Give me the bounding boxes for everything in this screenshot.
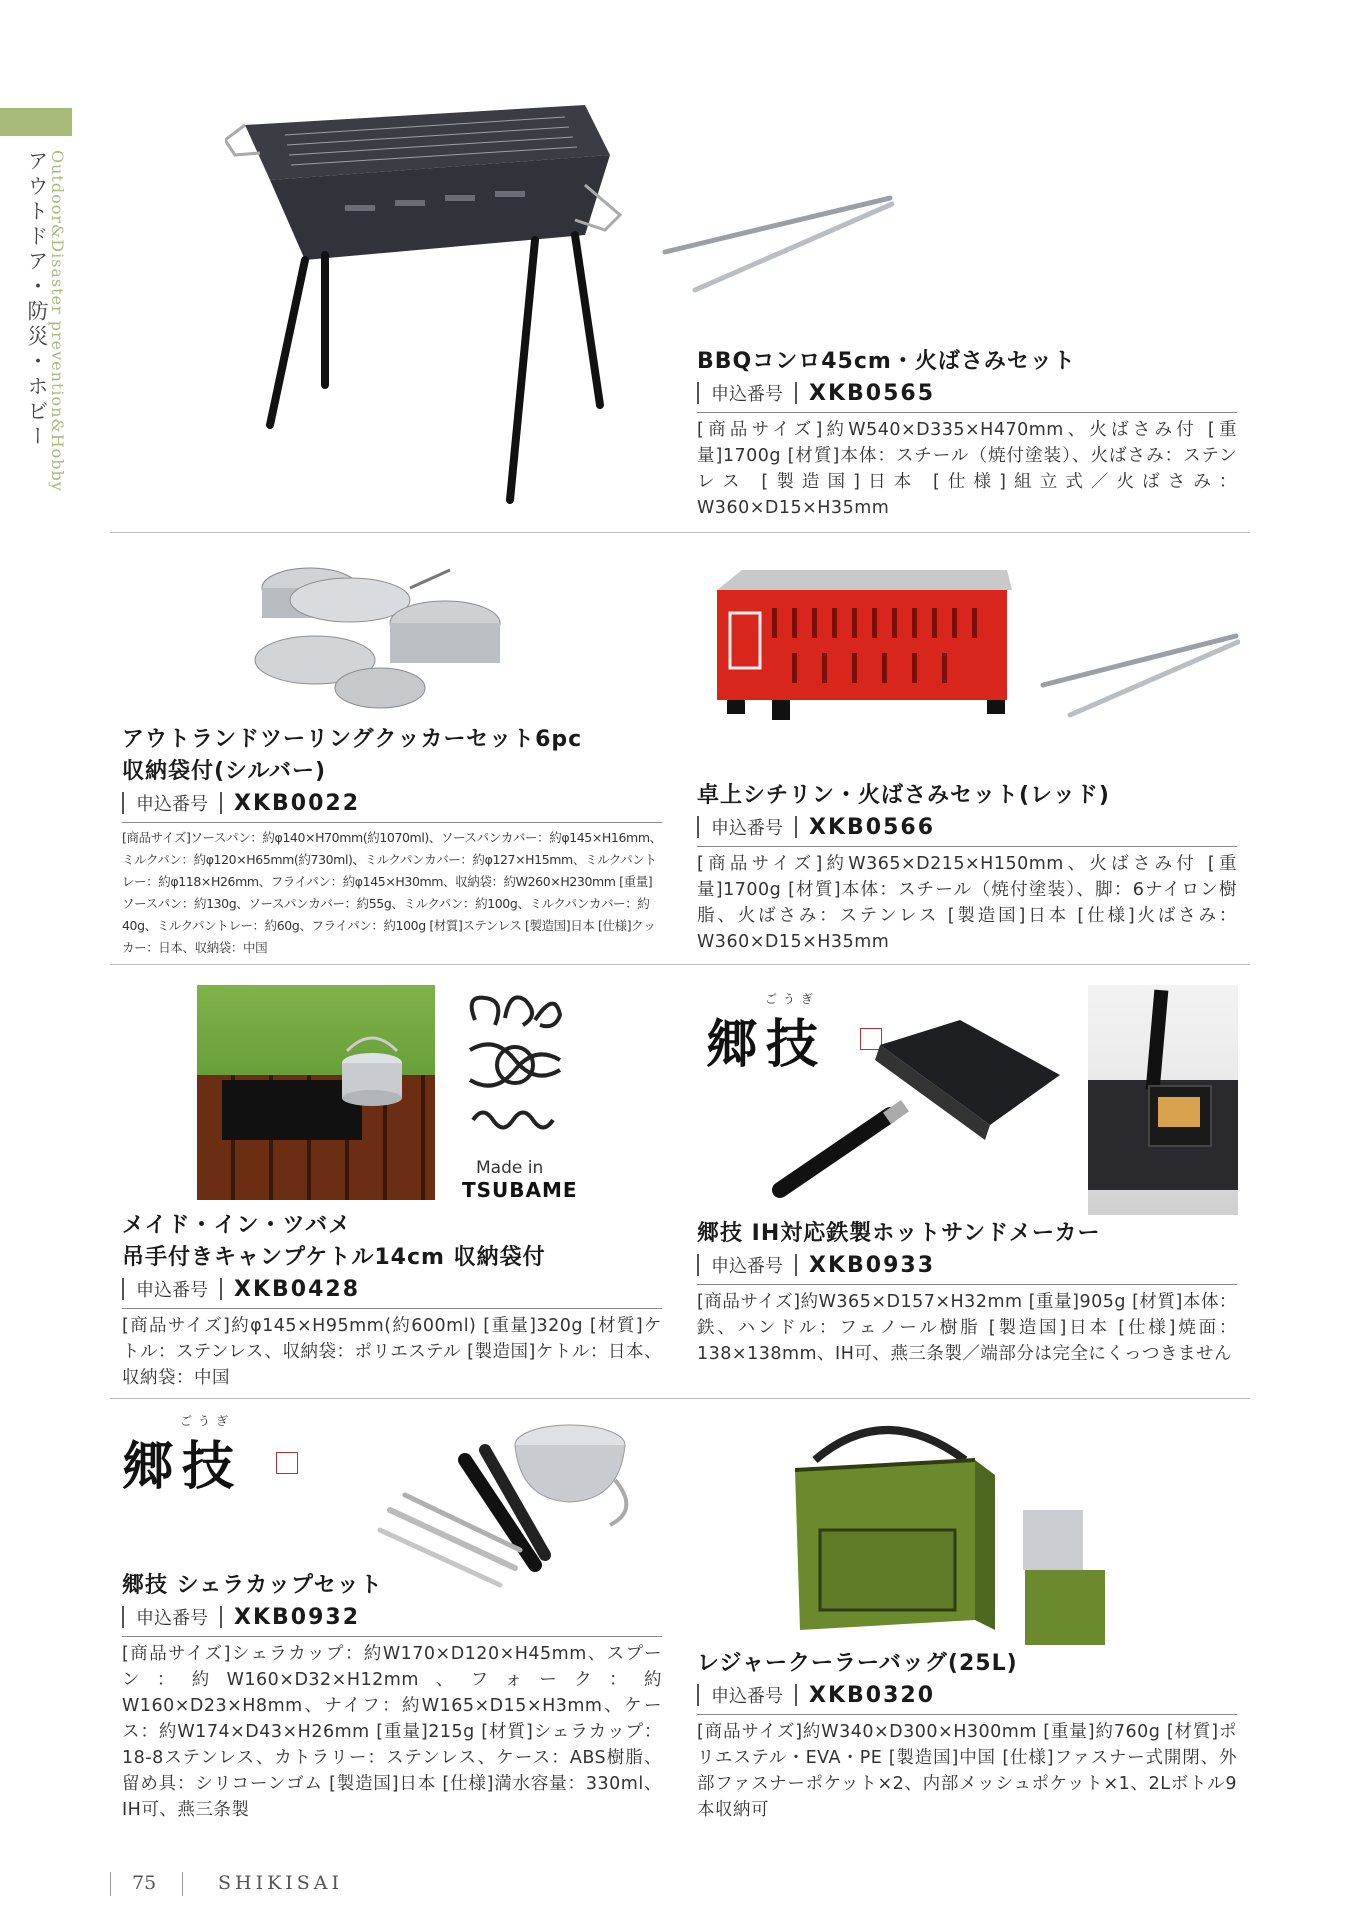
product-shichirin bbox=[697, 780, 1237, 955]
gouki-logo: 郷技 bbox=[122, 1436, 243, 1497]
category-label-jp: アウトドア・防災・ホビー bbox=[25, 150, 49, 450]
hot-sand-handle bbox=[1146, 990, 1169, 1091]
fire-tongs-photo bbox=[1040, 630, 1240, 720]
product-spec: [商品サイズ]約W365×D215×H150mm、火ばさみ付 [重量]1700g [材質]本体：スチール（焼付塗装）、脚：6ナイロン樹脂、火ばさみ：ステンレス [製造国]日本 [仕様]火ばさみ：W360×D15×H35mm bbox=[697, 854, 1237, 952]
page-number: 75 bbox=[132, 1872, 157, 1894]
gouki-logo-kana: ごうぎ bbox=[180, 1414, 235, 1428]
section-divider bbox=[110, 532, 1250, 533]
footer-brand: SHIKISAI bbox=[218, 1872, 344, 1894]
code-rule bbox=[697, 846, 1237, 847]
code-rule bbox=[122, 822, 662, 823]
code-divider bbox=[697, 816, 699, 838]
hot-sand-maker-photo bbox=[760, 1015, 1060, 1205]
kettle-icon bbox=[332, 1033, 412, 1108]
order-code-row bbox=[122, 1602, 662, 1632]
gouki-seal-icon bbox=[276, 1452, 298, 1474]
product-spec: [商品サイズ]約W340×D300×H300mm [重量]約760g [材質]ポリエステル・EVA・PE [製造国]中国 [仕様]ファスナー式開閉、外部ファスナーポケット×2、内部メッシュポケット×1、2Lボトル9本収納可 bbox=[697, 1722, 1237, 1820]
cooler-bag-photo bbox=[795, 1420, 1125, 1650]
product-title: BBQコンロ45cm・火ばさみセット bbox=[697, 349, 1076, 374]
code-rule bbox=[697, 1284, 1237, 1285]
bbq-grill-body bbox=[225, 105, 620, 260]
code-divider bbox=[697, 382, 699, 404]
category-tab bbox=[0, 108, 72, 136]
code-divider bbox=[220, 1278, 222, 1300]
code-divider bbox=[220, 1606, 222, 1628]
product-title: 郷技 IH対応鉄製ホットサンドメーカー bbox=[697, 1221, 1101, 1246]
code-divider bbox=[122, 1606, 124, 1628]
code-divider bbox=[795, 1254, 797, 1276]
code-divider bbox=[697, 1254, 699, 1276]
order-code: XKB0932 bbox=[234, 1604, 361, 1630]
product-cooler-bag bbox=[697, 1648, 1237, 1823]
bbq-grill-photo bbox=[225, 95, 625, 515]
order-code-row bbox=[122, 788, 662, 818]
product-spec: [商品サイズ]約W365×D157×H32mm [重量]905g [材質]本体：鉄、ハンドル：フェノール樹脂 [製造国]日本 [仕様]焼面：138×138mm、IH可、燕三条製／端部分は完全にくっつきません bbox=[697, 1292, 1237, 1364]
product-hot-sand-maker bbox=[697, 1218, 1237, 1367]
hot-sand-in-use-photo bbox=[1088, 985, 1238, 1215]
footer-divider bbox=[182, 1872, 183, 1896]
product-title: メイド・イン・ツバメ bbox=[122, 1213, 352, 1238]
camp-kettle-photo bbox=[197, 985, 435, 1200]
order-code-label: 申込番号 bbox=[711, 1686, 783, 1707]
code-divider bbox=[795, 816, 797, 838]
product-title: 卓上シチリン・火ばさみセット(レッド) bbox=[697, 783, 1110, 808]
order-code-label: 申込番号 bbox=[711, 818, 783, 839]
code-rule bbox=[122, 1308, 662, 1309]
product-bbq bbox=[697, 346, 1237, 521]
code-rule bbox=[697, 1714, 1237, 1715]
code-divider bbox=[795, 382, 797, 404]
order-code-row bbox=[697, 812, 1237, 842]
product-title: アウトランドツーリングクッカーセット6pc bbox=[122, 727, 583, 752]
product-cooker-set bbox=[122, 724, 662, 959]
gouki-logo: 郷技 bbox=[706, 1014, 827, 1075]
order-code: XKB0022 bbox=[234, 790, 361, 816]
code-divider bbox=[697, 1684, 699, 1706]
section-divider bbox=[110, 1398, 1250, 1399]
toast bbox=[1158, 1097, 1200, 1127]
section-divider bbox=[110, 964, 1250, 965]
product-title: 収納袋付(シルバー) bbox=[122, 759, 327, 784]
gouki-logo-kana: ごうぎ bbox=[765, 992, 820, 1006]
cooker-set-photo bbox=[250, 548, 520, 718]
order-code-label: 申込番号 bbox=[136, 794, 208, 815]
product-spec: [商品サイズ]シェラカップ：約W170×D120×H45mm、スプーン：約W160×D32×H12mm、フォーク：約W160×D23×H8mm、ナイフ：約W165×D15×H3mm、ケース：約W174×D43×H26mm [重量]215g [材質]シェラカップ：18-8ステンレス、カトラリー：ステンレス、ケース：ABS樹脂、留め具：シリコーンゴム [製造国]日本 [仕様]満水容量：330ml、IH可、燕三条製 bbox=[122, 1644, 662, 1820]
code-divider bbox=[795, 1684, 797, 1706]
made-in-tsubame-logo-mark bbox=[455, 990, 575, 1150]
fire-tongs-photo bbox=[660, 190, 900, 300]
code-rule bbox=[122, 1636, 662, 1637]
order-code: XKB0565 bbox=[809, 380, 936, 406]
product-spec: [商品サイズ]ソースパン：約φ140×H70mm(約1070ml)、ソースパンカバー：約φ145×H16mm、ミルクパン：約φ120×H65mm(約730ml)、ミルクパンカバー：約φ127×H15mm、ミルクパントレー：約φ118×H26mm、フライパン：約φ145×H30mm、収納袋：約W260×H230mm [重量]ソースパン：約130g、ソースパンカバー：約55g、ミルクパン：約100g、ミルクパンカバー：約40g、ミルクパントレー：約60g、フライパン：約100g [材質]ステンレス [製造国]日本 [仕様]クッカー：日本、収納袋：中国 bbox=[122, 830, 662, 955]
tsubame-label: TSUBAME bbox=[462, 1178, 578, 1202]
order-code-row bbox=[697, 1680, 1237, 1710]
product-spec: [商品サイズ]約φ145×H95mm(約600ml) [重量]320g [材質]ケトル：ステンレス、収納袋：ポリエステル [製造国]ケトル：日本、収納袋：中国 bbox=[122, 1316, 662, 1388]
bbq-grill-legs bbox=[270, 235, 600, 500]
product-title: 吊手付きキャンプケトル14cm 収納袋付 bbox=[122, 1245, 546, 1270]
code-rule bbox=[697, 412, 1237, 413]
order-code: XKB0566 bbox=[809, 814, 936, 840]
product-title: 郷技 シェラカップセット bbox=[122, 1573, 383, 1598]
order-code: XKB0933 bbox=[809, 1252, 936, 1278]
order-code-label: 申込番号 bbox=[711, 1256, 783, 1277]
code-divider bbox=[122, 1278, 124, 1300]
product-sierra-cup-set bbox=[122, 1570, 662, 1823]
product-camp-kettle bbox=[122, 1210, 662, 1391]
order-code-row bbox=[697, 1250, 1237, 1280]
footer-divider bbox=[110, 1872, 111, 1896]
order-code-row bbox=[697, 378, 1237, 408]
product-title: レジャークーラーバッグ(25L) bbox=[697, 1651, 1018, 1676]
shichirin-grill-photo bbox=[712, 568, 1012, 728]
code-divider bbox=[122, 792, 124, 814]
order-code-label: 申込番号 bbox=[711, 384, 783, 405]
order-code: XKB0320 bbox=[809, 1682, 936, 1708]
made-in-label: Made in bbox=[476, 1158, 544, 1178]
order-code-label: 申込番号 bbox=[136, 1280, 208, 1301]
order-code-row bbox=[122, 1274, 662, 1304]
code-divider bbox=[220, 792, 222, 814]
order-code: XKB0428 bbox=[234, 1276, 361, 1302]
order-code-label: 申込番号 bbox=[136, 1608, 208, 1629]
product-spec: [商品サイズ]約W540×D335×H470mm、火ばさみ付 [重量]1700g [材質]本体：スチール（焼付塗装）、火ばさみ：ステンレス [製造国]日本 [仕様]組立式／火ばさみ：W360×D15×H35mm bbox=[697, 420, 1237, 518]
category-label-en: Outdoor&Disaster prevention&Hobby bbox=[48, 150, 67, 492]
